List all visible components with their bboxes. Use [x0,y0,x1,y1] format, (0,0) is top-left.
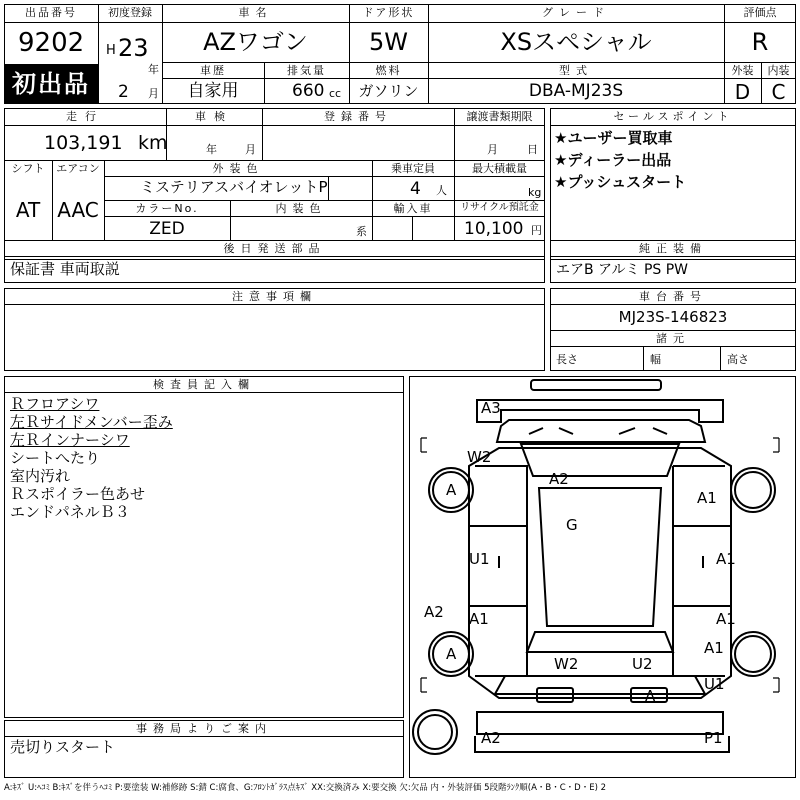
recycle-unit: 円 [531,224,542,237]
fuel-label: 燃料 [375,64,402,77]
displacement-label: 排気量 [287,64,326,77]
code-a-fl-wheel: A [446,481,457,499]
car-outline-drawing [409,376,796,778]
code-a1-right-door: A1 [716,550,736,568]
displacement-unit: cc [329,87,342,100]
divider [4,240,545,241]
divider [550,256,796,257]
color-value: ミステリアスバイオレットP [140,178,328,196]
code-u2-rear: U2 [632,655,653,673]
lot-label: 出品番号 [25,6,77,19]
inspection-year: 年 [206,143,217,156]
divider [4,22,98,23]
transfer-day: 日 [527,143,538,156]
code-a2-hood: A2 [549,470,569,488]
divider [4,125,545,126]
divider [104,176,545,177]
month-unit: 月 [148,87,159,100]
first-listing-badge: 初出品 [4,64,98,104]
divider [4,304,545,305]
reg-year: 23 [118,34,149,62]
score-label: 評価点 [743,6,777,19]
inspection-month: 月 [245,143,256,156]
inspector-line-7: エンドパネルＢ３ [10,503,130,521]
office-label: 事務局よりご案内 [136,722,272,735]
import-label: 輸入車 [393,202,433,215]
recycle-value: 10,100 [464,219,524,239]
grade-label: グレード [542,6,610,19]
code-g-roof: G [566,516,578,534]
divider [550,304,796,305]
color-label: 外装色 [212,162,264,175]
parts-value: 保証書 車両取説 [10,260,120,278]
sales-point-label: セールスポイント [613,110,733,123]
inspector-label: 検査員記入欄 [153,378,255,391]
code-a1-right: A1 [697,489,717,507]
chassis-number: MJ23S-146823 [618,308,728,326]
era: H [106,43,116,58]
code-w2-rear: W2 [554,655,579,673]
divider [4,736,404,737]
length-label: 長さ [556,353,578,366]
reg-month: 2 [118,82,129,102]
ac-value: AAC [57,198,99,222]
sales-point-1: ★ユーザー買取車 [554,129,673,147]
capacity-label: 乗車定員 [391,162,435,175]
dims-label: 諸元 [656,332,690,345]
type-value: DBA-MJ23S [528,81,624,101]
divider [98,4,99,104]
inspector-line-3: 左Ｒインナーシワ [10,431,130,449]
sales-point-2: ★ディーラー出品 [554,151,672,169]
divider [104,216,545,217]
divider [98,22,796,23]
notes-label: 注意事項欄 [232,290,317,303]
type-label: 型式 [559,64,593,77]
door-label: ドア形状 [362,6,415,19]
lot-number: 9202 [18,28,85,58]
load-unit: kg [528,186,542,199]
grade-value: XSスペシャル [500,28,652,56]
inspection-label: 車検 [195,110,233,123]
model-name: AZワゴン [203,28,308,56]
mileage-label: 走行 [66,110,104,123]
divider [4,392,404,393]
transfer-month: 月 [487,143,498,156]
divider [550,346,796,347]
history-label: 車歴 [200,64,226,77]
code-a-bumper: A [645,687,656,705]
inspector-line-2: 左Ｒサイドメンバー歪み [10,413,173,431]
code-a2-bottom: A2 [481,729,501,747]
mileage-value: 103,191 [44,132,123,154]
code-a-rl-wheel: A [446,645,457,663]
ac-label: エアコン [56,162,100,175]
exterior-score: D [734,80,751,104]
height-label: 高さ [727,353,749,366]
model-label: 車名 [238,6,273,19]
recycle-label: リサイクル預託金 [460,202,539,213]
capacity-unit: 人 [436,184,447,197]
code-u1-left: U1 [469,550,490,568]
interior-label: 内装 [767,64,790,77]
inspector-line-6: Ｒスポイラー色あせ [10,485,146,503]
parts-label: 後日発送部品 [223,242,326,255]
interior-color-unit: 系 [356,225,367,238]
first-reg-label: 初度登録 [108,6,152,19]
code-u1-right: U1 [704,675,725,693]
code-p1-bottom: P1 [704,729,723,747]
code-a1-right-rear: A1 [716,610,736,628]
divider [162,62,796,63]
equipment-value: エアB アルミ PS PW [556,262,689,278]
displacement-value: 660 [292,81,325,101]
shift-value: AT [15,198,41,222]
history-value: 自家用 [187,81,239,101]
fuel-value: ガソリン [358,82,419,100]
code-a3-top: A3 [481,399,501,417]
transfer-label: 譲渡書類期限 [466,110,533,123]
divider [162,78,796,79]
divider [328,176,329,200]
legend-text: A:ｷｽﾞ U:ﾍｺﾐ B:ｷｽﾞを伴うﾍｺﾐ P:要塗装 W:補修跡 S:錆 C:腐食、G:ﾌﾛﾝﾄｶﾞﾗｽ点ｷｽﾞ XX:交換済み X:要交換 欠:欠品 内・外装評価 5段階ﾗﾝｸ順(A・B・C・D・E) 2 [4,783,607,793]
color-no-label: カラーNo. [135,202,199,215]
divider [412,216,413,240]
divider [4,160,545,161]
load-label: 最大積載量 [472,162,527,175]
divider [550,330,796,331]
shift-label: シフト [11,162,45,175]
divider [104,200,545,201]
sales-point-3: ★プッシュスタート [554,173,687,191]
code-a1-left-rear: A1 [469,610,489,628]
color-no-value: ZED [149,219,185,239]
divider [643,346,644,371]
code-a2-left: A2 [424,603,444,621]
divider [720,346,721,371]
chassis-label: 車台番号 [639,290,707,303]
code-w2-left: W2 [467,448,492,466]
code-a1-right-q: A1 [704,639,724,657]
exterior-label: 外装 [731,64,754,77]
door-type: 5W [369,28,408,56]
inspector-line-1: Ｒフロアシワ [10,395,100,413]
width-label: 幅 [650,353,661,366]
capacity-value: 4 [410,179,421,199]
score-value: R [751,28,769,56]
interior-score: C [771,80,786,104]
office-value: 売切りスタート [10,738,116,756]
mileage-unit: km [138,132,168,154]
plate-label: 登録番号 [324,110,392,123]
inspector-line-5: 室内汚れ [10,467,71,485]
year-unit: 年 [148,63,159,76]
inspector-line-4: シートへたり [10,449,101,467]
divider [550,125,796,126]
equipment-label: 純正装備 [639,242,707,255]
interior-color-label: 内装色 [275,202,327,215]
